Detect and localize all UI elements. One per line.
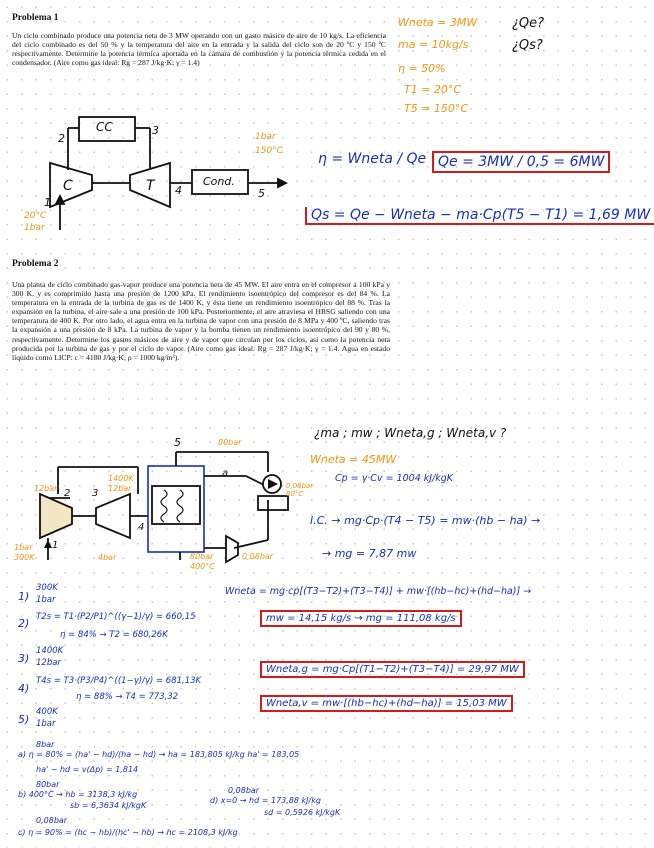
p1-node-3: 3 xyxy=(152,124,159,137)
p2-compressor xyxy=(40,494,72,538)
p2-label-400c: 400°C xyxy=(190,562,215,571)
p2-condenser-box xyxy=(258,496,288,510)
p2-node-4: 4 xyxy=(138,522,145,533)
water-d-head: 0,08bar xyxy=(228,786,260,795)
hrsg-box xyxy=(148,466,204,552)
water-a-line1: a) η = 80% = (ha' − hd)/(ha − hd) → ha = 183,805 kJ/kg ha' = 183,05 xyxy=(18,750,300,759)
note-t5-p1: T5 = 150°C xyxy=(404,102,469,115)
problem-2-heading: Problema 2 xyxy=(12,259,59,269)
p1-node-4: 4 xyxy=(175,184,182,197)
qe-equation: Qe = 3MW / 0,5 = 6MW xyxy=(432,151,610,173)
p2-turbine xyxy=(96,494,130,538)
problem-1-statement: Un ciclo combinado produce una potencia neta de 3 MW operando con un gasto másico de aire de 10 kg/s. La eficiencia del ciclo combinado es del 50 % y la temperatura del aire en la entrada y la salida del ciclo son de 20 ºC y 150 ºC respectivamente. Determine la potencia térmica aportada en la cámara de combustión y la potencia térmica cedida en el condensador. (Aire como gas ideal: Rg = 287 J/kg·K; γ = 1.4) xyxy=(12,31,386,68)
p2-label-1400k: 1400K xyxy=(108,474,134,483)
state-4-line2: η = 88% → T4 = 773,32 xyxy=(76,692,179,702)
water-c-head: 0,08bar xyxy=(36,816,68,825)
note-wneta-gas: Wneta,g = mg·Cp[(T1−T2)+(T3−T4)] = 29,97 MW xyxy=(260,661,525,678)
problem-1-heading: Problema 1 xyxy=(12,13,59,23)
state-5-line1: 400K xyxy=(36,707,58,717)
note-ic-p2: I.C. → mg·Cp·(T4 − T5) = mw·(hb − ha) → xyxy=(310,514,541,527)
state-5-num: 5) xyxy=(18,713,30,726)
p2-node-a: a xyxy=(222,468,229,479)
p2-label-80bar: 80bar xyxy=(218,438,242,447)
water-b-line1: b) 400°C → hb = 3138,3 kJ/kg xyxy=(18,790,138,799)
state-5-line2: 1bar xyxy=(36,719,56,729)
state-3-line2: 12bar xyxy=(36,658,61,668)
p2-label-12bar-a: 12bar xyxy=(34,484,58,493)
p2-label-008bar: 0,08bar xyxy=(242,552,274,561)
condenser-label: Cond. xyxy=(203,175,235,188)
p2-label-1bar: 1bar xyxy=(14,543,33,552)
state-2-line2: η = 84% → T2 = 680,26K xyxy=(60,630,168,640)
note-wneta-p1: Wneta = 3MW xyxy=(398,16,478,29)
problem-2-question: ¿ma ; mw ; Wneta,g ; Wneta,v ? xyxy=(314,426,507,440)
note-mass-result: mw = 14,15 kg/s → mg = 111,08 kg/s xyxy=(260,610,462,627)
state-2-num: 2) xyxy=(18,617,30,630)
p2-label-300k: 300K xyxy=(14,553,35,562)
state-2-line1: T2s = T1·(P2/P1)^((γ−1)/γ) = 660,15 xyxy=(36,612,196,622)
p2-label-4bar: 4bar xyxy=(98,553,117,562)
water-d-line2: sd = 0,5926 kJ/kgK xyxy=(264,808,341,817)
water-a-line2: ha' − hd = v(Δp) = 1,814 xyxy=(36,765,139,774)
p1-node-1: 1 xyxy=(44,196,51,209)
cc-label: CC xyxy=(96,120,113,134)
compressor-label: C xyxy=(63,178,73,194)
water-b-line2: sb = 6,3634 kJ/kgK xyxy=(70,801,147,810)
p2-node-1: 1 xyxy=(52,540,59,551)
p2-label-80bar-b: 80bar xyxy=(190,552,214,561)
p2-state-s-label: 5 xyxy=(174,436,181,449)
p1-node-2: 2 xyxy=(58,132,65,145)
eta-equation: η = Wneta / Qe xyxy=(318,151,427,167)
note-wneta-vapor: Wneta,v = mw·[(hb−hc)+(hd−ha)] = 15,03 MW xyxy=(260,695,513,712)
p2-label-right-pressure: 0,08bar xyxy=(286,482,314,490)
note-question-qs: ¿Qs? xyxy=(512,38,543,53)
state-3-num: 3) xyxy=(18,652,30,665)
state-3-line1: 1400K xyxy=(36,646,64,656)
state-4-num: 4) xyxy=(18,682,30,695)
p1-outlet-temp: 150°C xyxy=(255,146,283,156)
note-question-qe: ¿Qe? xyxy=(512,16,545,31)
note-cp-p2: Cp = γ·Cv = 1004 kJ/kgK xyxy=(335,473,454,484)
p2-node-3: 3 xyxy=(92,488,99,499)
water-c-line1: c) η = 90% = (hc − hb)/(hc' − hb) → hc = 2108,3 kJ/kg xyxy=(18,828,238,837)
p2-label-right-temp: 80°C xyxy=(286,490,304,498)
note-eta-p1: η = 50% xyxy=(398,62,446,75)
p1-node-5: 5 xyxy=(258,187,265,200)
state-4-line1: T4s = T3·(P3/P4)^((1−γ)/γ) = 681,13K xyxy=(36,676,202,686)
note-mg-p2: → mg = 7,87 mw xyxy=(322,547,417,560)
note-wneta-p2: Wneta = 45MW xyxy=(310,453,397,466)
p1-inlet-pressure: 1bar xyxy=(24,223,45,233)
state-1-line2: 1bar xyxy=(36,595,56,605)
state-1-num: 1) xyxy=(18,590,30,603)
p1-outlet-pressure: 1bar xyxy=(255,132,276,142)
qs-equation: Qs = Qe − Wneta − ma·Cp(T5 − T1) = 1,69 MW xyxy=(305,207,654,225)
note-wneta-equation: Wneta = mg·cp[(T3−T2)+(T3−T4)] + mw·[(hb−hc)+(hd−ha)] → xyxy=(225,586,532,597)
p2-label-12bar-b: 12bar xyxy=(108,484,132,493)
note-mass-flow-p1: ma = 10kg/s xyxy=(398,38,469,51)
note-t1-p1: T1 = 20°C xyxy=(404,83,462,96)
water-d-line1: d) x=0 → hd = 173,88 kJ/kg xyxy=(210,796,321,805)
turbine-label: T xyxy=(146,178,155,194)
state-1-line1: 300K xyxy=(36,583,58,593)
p1-inlet-temp: 20°C xyxy=(24,211,47,221)
p2-pump xyxy=(226,536,238,562)
water-b-head: 80bar xyxy=(36,780,60,789)
water-a-head: 8bar xyxy=(36,740,55,749)
problem-2-statement: Una planta de ciclo combinado gas-vapor produce una potencia neta de 45 MW. El aire entra en el compresor a 100 kPa y 300 K, y es comprimido hasta una presión de 1200 kPa. El rendimiento isoentrópico del compresor es del 84 %. La temperatura en la entrada de la turbina de gas es de 1400 K, y ésta tiene un rendimiento isoentrópico del 88 %. Tras la expansión en la turbina, el aire sale a una presión de 100 kPa. Posteriormente, el aire atraviesa el HRSG saliendo con una temperatura de 400 K. Por otro lado, el agua entra en la turbina de vapor con una presión de 8 MPa y 400 ºC, saliendo tras la expansión a una presión de 8 kPa. La turbina de vapor y la bomba tienen un rendimiento isoentrópico del 90 y 80 %, respectivamente. Determine los gastos másicos de aire y de vapor que circulan por los ciclos, así como la potencia neta producida por la turbina de gas y por el ciclo de vapor. (Aire como gas ideal: Rg = 287 J/kg·K; γ = 1.4. Agua en estado líquido como LICP: c = 4180 J/kg·K; ρ = 1000 kg/m³). xyxy=(12,280,390,362)
p2-node-2: 2 xyxy=(64,488,71,499)
